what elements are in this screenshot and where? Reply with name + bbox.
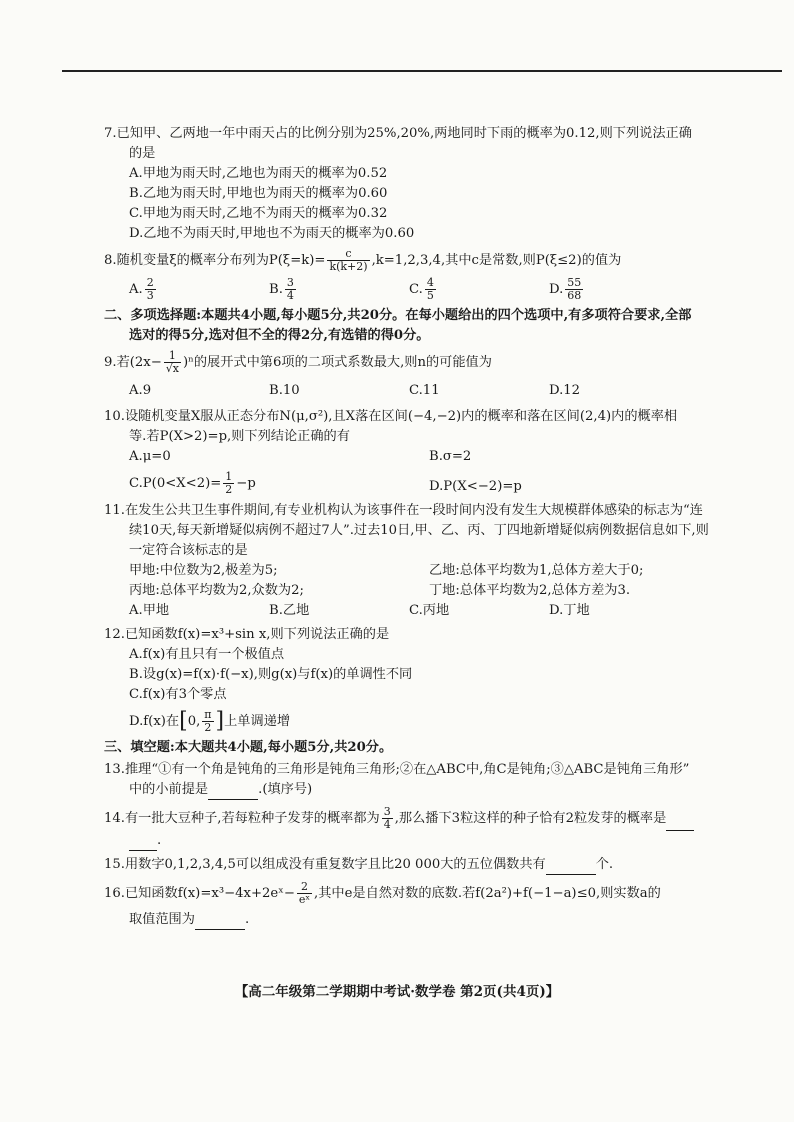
q8-c-label: C. [409,282,423,297]
q11-option-b: B.乙地 [269,603,310,618]
q14-answer-blank-2[interactable] [129,836,157,851]
q7-stem-line2: 的是 [129,146,156,161]
q8-options [104,277,754,302]
q12-d-a: D.f(x)在 [129,714,180,729]
q11-option-c: C.丙地 [409,603,450,618]
q14-den: 4 [383,818,391,831]
q7-option-a: A.甲地为雨天时,乙地也为雨天的概率为0.52 [129,166,388,181]
q10-stem-line2: 等.若P(X>2)=p,则下列结论正确的有 [129,429,350,444]
q12-stem: 12.已知函数f(x)=x³+sin x,则下列说法正确的是 [104,627,390,642]
q8-d-den: 68 [567,289,582,302]
q13-answer-blank[interactable] [208,785,258,800]
exam-page [104,124,754,930]
q10-c-a: C.P(0<X<2)= [129,476,222,491]
q16-line2 [104,910,754,930]
q11-info-bing: 丙地:总体平均数为2,众数为2; [129,583,304,598]
q10-stem-line1: 10.设随机变量X服从正态分布N(μ,σ²),且X落在区间(−4,−2)内的概率和落在区间(2,4)内的概率相 [104,409,678,424]
q8-frac-num: c [327,248,369,261]
q7-option-c: C.甲地为雨天时,乙地不为雨天的概率为0.32 [129,206,388,221]
q11-option-a: A.甲地 [129,603,170,618]
q14-b: ,那么播下3粒这样的种子恰有2粒发芽的概率是 [394,811,667,826]
question-7 [104,124,754,244]
q13-line2 [104,780,754,800]
q8-option-d [549,277,689,302]
q11-info-jia: 甲地:中位数为2,极差为5; [129,563,278,578]
q14-a: 14.有一批大豆种子,若每粒种子发芽的概率都为 [104,811,380,826]
question-13 [104,760,754,800]
q12-option-c: C.f(x)有3个零点 [129,687,227,702]
q12-d-den: 2 [204,721,212,734]
question-16 [104,881,754,930]
q16-den: eˣ [298,893,311,906]
q14-answer-blank-1[interactable] [666,816,694,831]
q15-a: 15.用数字0,1,2,3,4,5可以组成没有重复数字且比20 000大的五位偶数共有 [104,857,546,872]
q10-options-ab [104,447,754,467]
q12-d-zero: 0, [187,714,201,729]
question-10 [104,407,754,497]
q8-d-label: D. [549,282,564,297]
q11-info-ding: 丁地:总体平均数为2,总体方差为3. [429,583,631,598]
q8-c-den: 5 [426,289,434,302]
q8-d-num: 55 [567,276,582,289]
q9-stem [104,350,754,375]
q12-d-rbracket: ] [215,708,225,734]
q8-stem [104,248,754,273]
q8-frac-den: k(k+2) [329,260,368,273]
q12-d-lbracket: [ [179,708,188,734]
q16-num: 2 [297,881,312,894]
q7-stem-line1: 7.已知甲、乙两地一年中雨天占的比例分别为25%,20%,两地同时下雨的概率为0.12,则下列说法正确 [104,126,692,141]
q9-stem-b: )ⁿ的展开式中第6项的二项式系数最大,则n的可能值为 [183,355,492,370]
q10-option-a: A.μ=0 [129,449,171,464]
q8-c-num: 4 [426,276,434,289]
q13-line1: 13.推理“①有一个角是钝角的三角形是钝角三角形;②在△ABC中,角C是钝角;③△ABC是钝角三角形” [104,762,690,777]
q9-option-b: B.10 [269,383,300,398]
q9-option-d: D.12 [549,383,581,398]
q11-options [104,601,754,621]
q13-line2b: .(填序号) [258,782,313,797]
q11-option-d: D.丁地 [549,603,590,618]
q9-frac-num: 1 [164,350,181,363]
q7-option-b: B.乙地为雨天时,甲地也为雨天的概率为0.60 [129,186,388,201]
q8-a-label: A. [129,282,143,297]
q10-option-c [129,471,429,497]
q8-a-den: 3 [146,289,154,302]
q11-stem-line2: 续10天,每天新增疑似病例不超过7人”.过去10日,甲、乙、丙、丁四地新增疑似病例数据信息如下,则 [129,523,709,538]
q9-options [104,381,754,401]
q10-c-num: 1 [225,470,233,483]
q14-end: . [157,833,162,848]
q8-stem-b: ,k=1,2,3,4,其中c是常数,则P(ξ≤2)的值为 [371,253,622,268]
q11-info-row1 [104,561,754,581]
q9-fraction [164,350,181,375]
q8-b-label: B. [269,282,283,297]
q11-info-yi: 乙地:总体平均数为1,总体方差大于0; [429,563,644,578]
section-2-heading-line2: 选对的得5分,选对但不全的得2分,有选错的得0分。 [129,328,430,343]
section-2-heading-line1: 二、多项选择题:本题共4小题,每小题5分,共20分。在每小题给出的四个选项中,有多项符合要求,全部 [104,308,692,323]
q13-line2a: 中的小前提是 [129,782,209,797]
q11-stem-line3: 一定符合该标志的是 [129,543,248,558]
q10-options-cd [104,471,754,497]
q8-option-b [269,277,409,302]
question-12 [104,625,754,734]
q8-b-den: 4 [286,289,294,302]
question-15 [104,855,754,875]
q15-b: 个. [595,857,614,872]
q16-a: 16.已知函数f(x)=x³−4x+2eˣ− [104,886,295,901]
question-14 [104,806,754,851]
q10-option-b: B.σ=2 [429,449,472,464]
q9-frac-den: √x [165,362,180,375]
question-9 [104,350,754,401]
q10-c-b: −p [236,476,256,491]
q16-line2b: . [244,912,250,927]
q15-answer-blank[interactable] [546,860,596,875]
q9-stem-a: 9.若(2x− [104,355,162,370]
q8-option-a [129,277,269,302]
q8-a-num: 2 [146,276,154,289]
q8-b-num: 3 [286,276,294,289]
q8-stem-a: 8.随机变量ξ的概率分布列为P(ξ=k)= [104,253,326,268]
q8-fraction [327,248,369,273]
top-rule [62,70,782,72]
q12-option-d [104,709,754,734]
q12-d-b: 上单调递增 [224,714,291,729]
q12-d-num: π [204,708,212,721]
q14-line1 [104,806,754,831]
page-footer: 【高二年级第二学期期中考试·数学卷 第2页(共4页)】 [234,984,560,1000]
q14-num: 3 [383,805,391,818]
q16-line2a: 取值范围为 [129,912,195,927]
q10-c-den: 2 [225,483,233,496]
section-3-heading: 三、填空题:本大题共4小题,每小题5分,共20分。 [104,740,393,755]
q11-stem-line1: 11.在发生公共卫生事件期间,有专业机构认为该事件在一段时间内没有发生大规模群体感染的标志为“连 [104,503,703,518]
q9-option-a: A.9 [129,383,152,398]
q9-option-c: C.11 [409,383,440,398]
q16-b: ,其中e是自然对数的底数.若f(2a²)+f(−1−a)≤0,则实数a的 [314,886,661,901]
q10-option-d: D.P(X<−2)=p [429,479,522,494]
q16-answer-blank[interactable] [195,915,245,930]
q14-line2 [104,831,754,851]
q12-option-b: B.设g(x)=f(x)·f(−x),则g(x)与f(x)的单调性不同 [129,667,413,682]
q12-option-a: A.f(x)有且只有一个极值点 [129,647,285,662]
question-8 [104,248,754,302]
q7-option-d: D.乙地不为雨天时,甲地也不为雨天的概率为0.60 [129,226,415,241]
q8-option-c [409,277,549,302]
q11-info-row2 [104,581,754,601]
question-11 [104,501,754,621]
q16-line1 [104,881,754,906]
